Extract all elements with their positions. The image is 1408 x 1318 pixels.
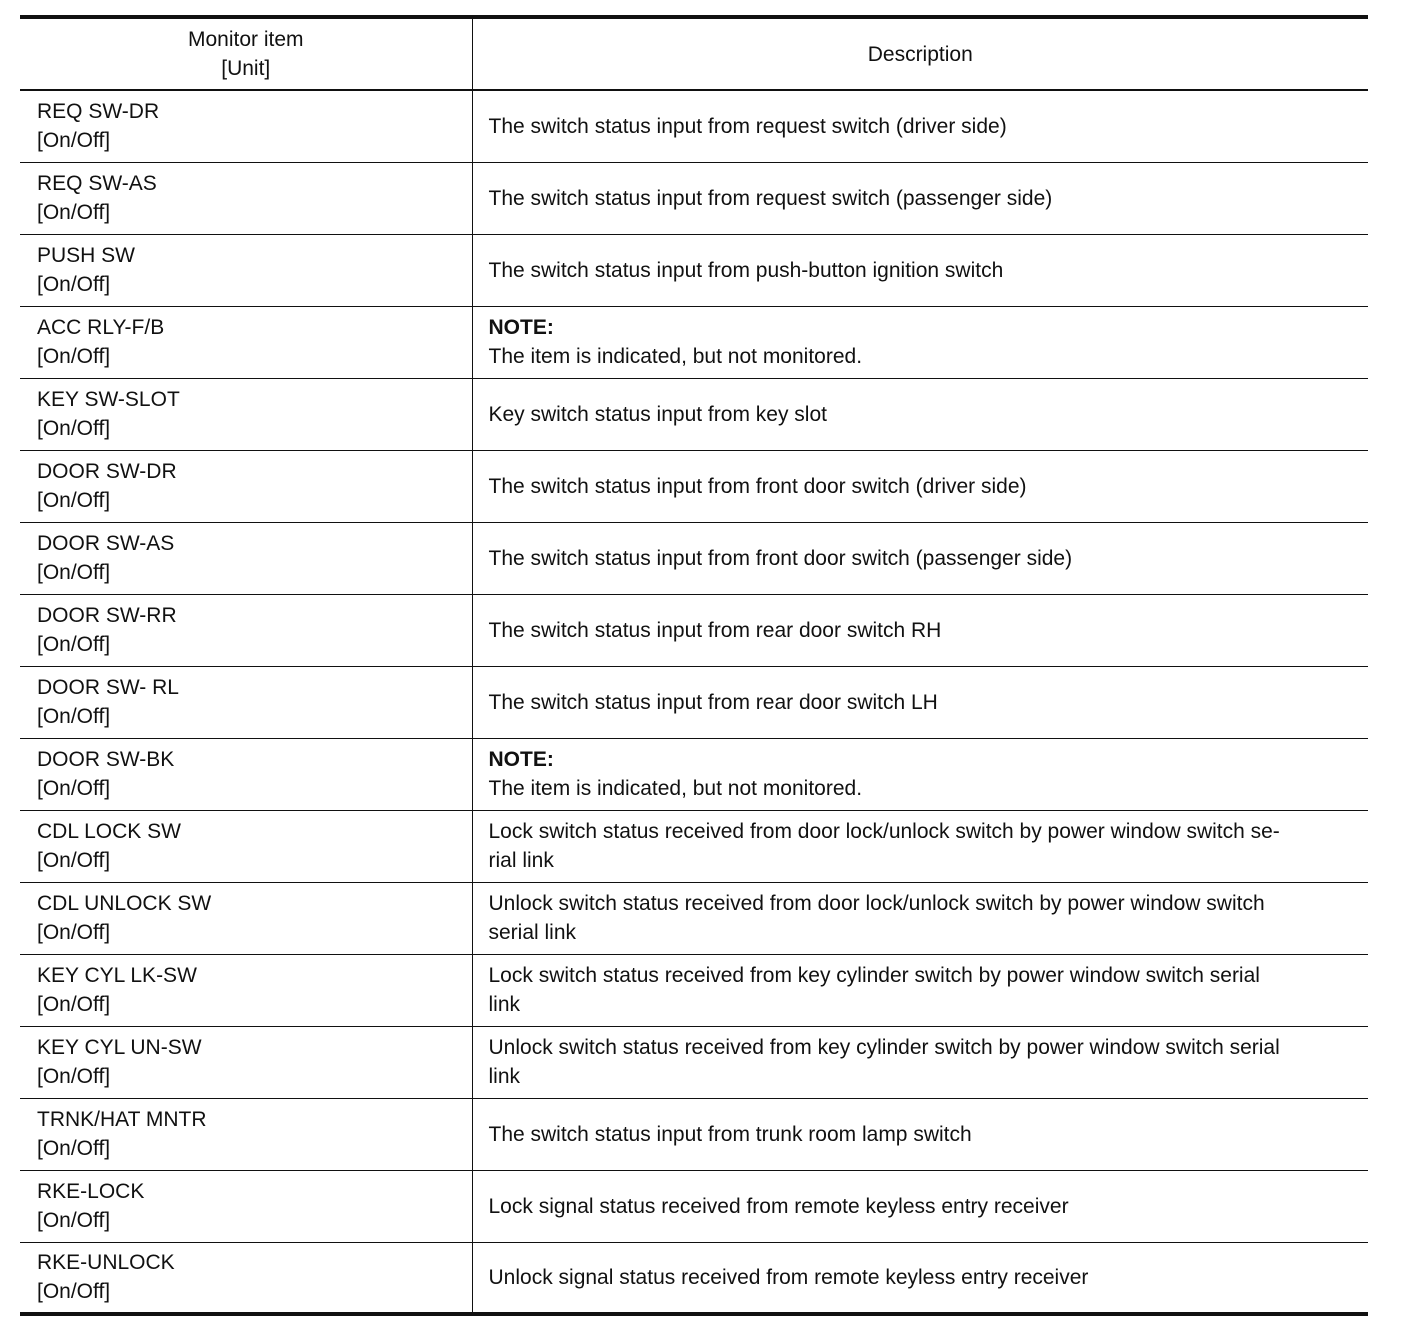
monitor-item-name: DOOR SW-AS — [37, 532, 175, 555]
monitor-item-unit: [On/Off] — [37, 345, 111, 368]
monitor-item-name: KEY SW-SLOT — [37, 388, 180, 411]
monitor-item-cell — [20, 954, 472, 1026]
description-text: The switch status input from trunk room lamp switch — [488, 1122, 972, 1146]
monitor-item-cell — [20, 234, 472, 306]
header-description: Description — [867, 42, 973, 66]
table-row — [20, 594, 1368, 666]
monitor-item-table — [20, 15, 1368, 1316]
description-text: Lock signal status received from remote keyless entry receiver — [488, 1194, 1069, 1218]
table-row — [20, 378, 1368, 450]
monitor-item-cell — [20, 882, 472, 954]
table-row — [20, 738, 1368, 810]
monitor-item-name: CDL LOCK SW — [37, 820, 181, 843]
monitor-item-cell — [20, 450, 472, 522]
monitor-item-name: KEY CYL UN-SW — [37, 1036, 202, 1059]
monitor-item-unit: [On/Off] — [37, 705, 111, 728]
description-cell — [472, 162, 1368, 234]
description-text: Key switch status input from key slot — [488, 402, 827, 426]
monitor-item-unit: [On/Off] — [37, 849, 111, 872]
monitor-item-cell — [20, 1242, 472, 1314]
description-cell — [472, 1242, 1368, 1314]
monitor-item-cell — [20, 738, 472, 810]
monitor-item-name: REQ SW-DR — [37, 100, 160, 124]
monitor-item-unit: [On/Off] — [37, 921, 111, 944]
monitor-item-name: KEY CYL LK-SW — [37, 964, 197, 987]
description-text: rial link — [488, 849, 554, 872]
description-cell — [472, 90, 1368, 162]
description-text: The switch status input from front door switch (driver side) — [488, 474, 1027, 498]
monitor-item-name: DOOR SW-DR — [37, 460, 177, 483]
monitor-item-cell — [20, 666, 472, 738]
description-text: The item is indicated, but not monitored. — [488, 345, 863, 368]
description-text: The switch status input from push-button ignition switch — [488, 258, 1004, 282]
monitor-item-unit: [On/Off] — [37, 201, 111, 224]
monitor-item-cell — [20, 90, 472, 162]
description-text: link — [488, 1065, 521, 1088]
description-text: The switch status input from rear door switch RH — [488, 618, 942, 642]
table-row — [20, 1026, 1368, 1098]
description-cell — [472, 234, 1368, 306]
description-cell — [472, 522, 1368, 594]
table-row — [20, 162, 1368, 234]
monitor-item-name: DOOR SW-RR — [37, 604, 177, 627]
monitor-item-unit: [On/Off] — [37, 1137, 111, 1160]
monitor-item-unit: [On/Off] — [37, 777, 111, 800]
monitor-item-name: ACC RLY-F/B — [37, 316, 165, 339]
description-cell — [472, 1170, 1368, 1242]
monitor-item-name: RKE-UNLOCK — [37, 1251, 175, 1275]
description-cell — [472, 378, 1368, 450]
description-cell — [472, 954, 1368, 1026]
description-text: The switch status input from request switch (driver side) — [488, 114, 1007, 138]
monitor-item-unit: [On/Off] — [37, 417, 111, 440]
monitor-item-cell — [20, 1026, 472, 1098]
monitor-item-name: DOOR SW-BK — [37, 748, 175, 771]
monitor-item-unit: [On/Off] — [37, 633, 111, 656]
monitor-item-unit: [On/Off] — [37, 1065, 111, 1088]
monitor-item-unit: [On/Off] — [37, 273, 111, 296]
description-text: The item is indicated, but not monitored. — [488, 777, 863, 800]
description-text: Unlock switch status received from key cylinder switch by power window switch serial — [488, 1036, 1280, 1059]
table-row — [20, 1098, 1368, 1170]
monitor-item-unit: [On/Off] — [37, 489, 111, 512]
table-row — [20, 954, 1368, 1026]
monitor-item-cell — [20, 522, 472, 594]
monitor-item-unit: [On/Off] — [37, 1280, 111, 1304]
monitor-item-unit: [On/Off] — [37, 129, 111, 153]
monitor-item-name: RKE-LOCK — [37, 1180, 145, 1203]
monitor-item-cell — [20, 1170, 472, 1242]
monitor-item-cell — [20, 594, 472, 666]
note-label: NOTE: — [488, 748, 554, 771]
description-cell — [472, 306, 1368, 378]
description-cell — [472, 1098, 1368, 1170]
monitor-item-name: PUSH SW — [37, 244, 136, 267]
monitor-item-name: TRNK/HAT MNTR — [37, 1108, 207, 1131]
monitor-item-unit: [On/Off] — [37, 1209, 111, 1232]
table-row — [20, 1170, 1368, 1242]
description-text: Unlock switch status received from door lock/unlock switch by power window switch — [488, 892, 1265, 915]
description-cell — [472, 738, 1368, 810]
note-label: NOTE: — [488, 316, 554, 339]
table-row — [20, 666, 1368, 738]
table-row — [20, 1242, 1368, 1314]
table-row — [20, 234, 1368, 306]
description-text: The switch status input from front door switch (passenger side) — [488, 546, 1073, 570]
table-body — [20, 90, 1368, 1314]
monitor-item-cell — [20, 1098, 472, 1170]
monitor-item-cell — [20, 378, 472, 450]
table-row — [20, 90, 1368, 162]
monitor-item-unit: [On/Off] — [37, 561, 111, 584]
description-cell — [472, 594, 1368, 666]
table-row — [20, 450, 1368, 522]
table-row — [20, 522, 1368, 594]
description-text: serial link — [488, 921, 577, 944]
description-text: link — [488, 993, 521, 1016]
description-cell — [472, 1026, 1368, 1098]
description-text: Lock switch status received from door lock/unlock switch by power window switch se- — [488, 820, 1280, 843]
description-text: Lock switch status received from key cylinder switch by power window switch serial — [488, 964, 1260, 987]
table-row — [20, 306, 1368, 378]
description-text: The switch status input from rear door switch LH — [488, 690, 938, 714]
monitor-item-unit: [On/Off] — [37, 993, 111, 1016]
monitor-item-name: DOOR SW- RL — [37, 676, 179, 699]
table-header-row — [20, 17, 1368, 90]
description-text: Unlock signal status received from remote keyless entry receiver — [488, 1265, 1089, 1289]
monitor-item-cell — [20, 306, 472, 378]
monitor-item-name: CDL UNLOCK SW — [37, 892, 212, 915]
table-row — [20, 882, 1368, 954]
description-cell — [472, 882, 1368, 954]
monitor-item-name: REQ SW-AS — [37, 172, 157, 195]
description-cell — [472, 666, 1368, 738]
description-cell — [472, 810, 1368, 882]
monitor-item-cell — [20, 810, 472, 882]
monitor-item-cell — [20, 162, 472, 234]
table-row — [20, 810, 1368, 882]
header-monitor-item: Monitor item [Unit] — [20, 17, 472, 90]
description-text: The switch status input from request switch (passenger side) — [488, 186, 1053, 210]
description-cell — [472, 450, 1368, 522]
